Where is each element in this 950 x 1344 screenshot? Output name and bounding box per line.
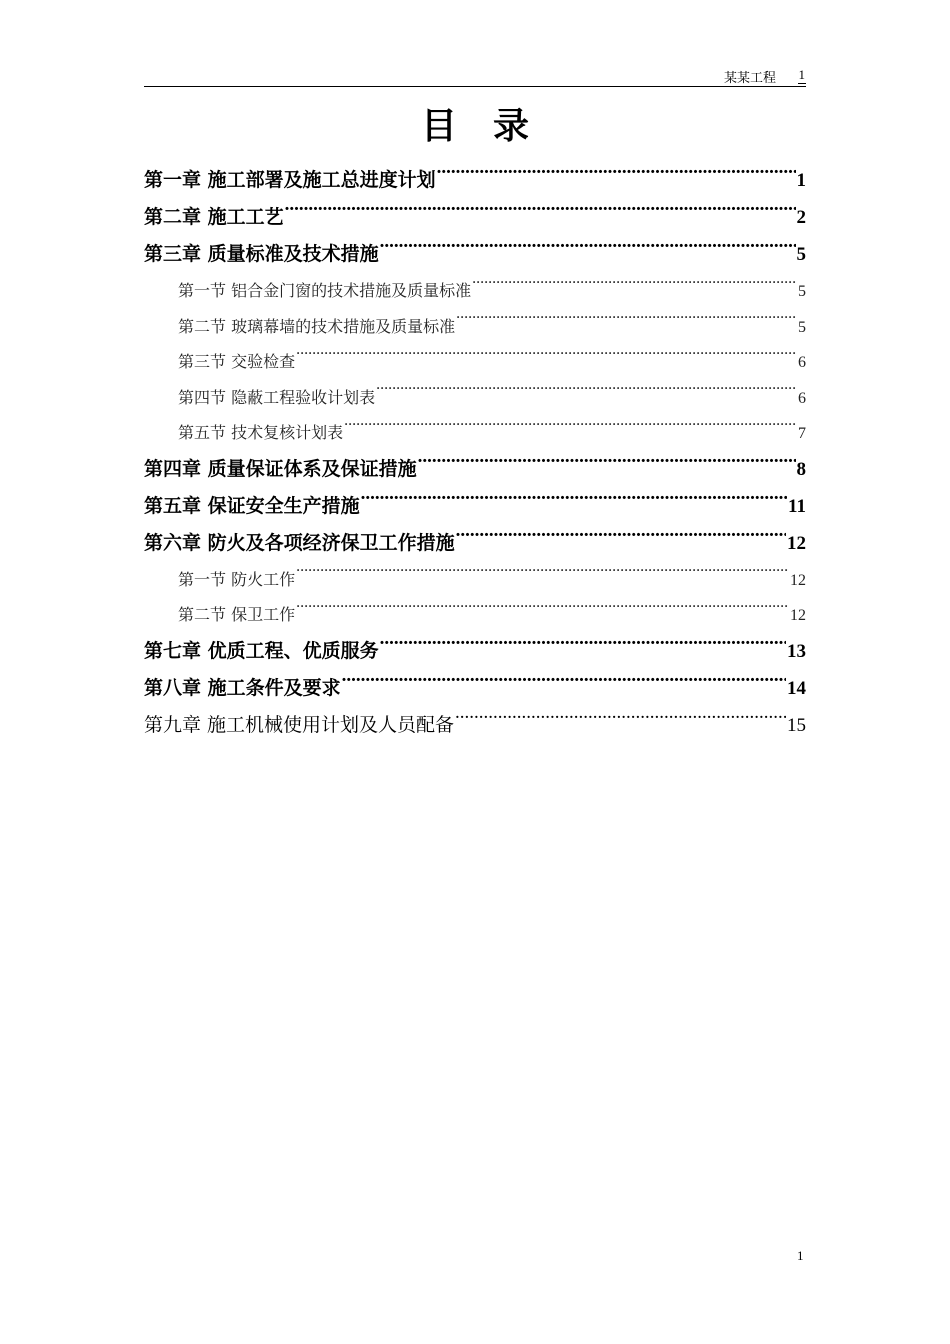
- toc-entry-label: 第八章 施工条件及要求: [144, 676, 341, 699]
- toc-dot-leader: [418, 456, 796, 475]
- toc-entry-page-number: 12: [790, 607, 806, 624]
- toc-entry-label: 第四章 质量保证体系及保证措施: [144, 457, 417, 480]
- toc-dot-leader: [296, 604, 789, 620]
- toc-entry-label: 第五节 技术复核计划表: [178, 423, 344, 442]
- toc-dot-leader: [285, 204, 796, 223]
- toc-title: 目录: [420, 106, 565, 147]
- toc-chapter-entry[interactable]: [144, 199, 806, 236]
- page-header: [144, 64, 806, 87]
- toc-entry-page-number: 2: [796, 207, 806, 228]
- toc-section-entry[interactable]: [144, 597, 806, 633]
- toc-entry-label: 第六章 防火及各项经济保卫工作措施: [144, 531, 455, 554]
- toc-dot-leader: [344, 422, 797, 438]
- toc-dot-leader: [296, 569, 789, 585]
- toc-section-entry[interactable]: [144, 562, 806, 598]
- toc-section-entry[interactable]: [144, 273, 806, 309]
- toc-dot-leader: [296, 351, 797, 367]
- header-title: 某某工程: [723, 71, 776, 86]
- toc-section-entry[interactable]: [144, 344, 806, 380]
- footer-page-number: 1: [797, 1248, 804, 1263]
- toc-section-entry[interactable]: [144, 309, 806, 345]
- toc-entry-page-number: 5: [798, 283, 806, 300]
- header-page-number: 1: [798, 67, 805, 82]
- toc-entry-label: 第三节 交验检查: [178, 352, 296, 371]
- toc-entry-label: 第二节 保卫工作: [178, 605, 296, 624]
- toc-entry-label: 第一节 防火工作: [178, 569, 296, 589]
- toc-dot-leader: [455, 712, 786, 731]
- toc-entry-page-number: 8: [796, 458, 806, 480]
- toc-dot-leader: [380, 241, 796, 260]
- toc-entry-page-number: 12: [790, 571, 806, 589]
- toc-entry-page-number: 1: [796, 170, 806, 191]
- toc-entry-label: 第三章 质量标准及技术措施: [144, 243, 379, 265]
- toc-entry-page-number: 12: [787, 532, 806, 554]
- toc-entry-label: 第七章 优质工程、优质服务: [144, 639, 379, 662]
- toc-entry-page-number: 6: [798, 354, 806, 371]
- toc-entry-label: 第一节 铝合金门窗的技术措施及质量标准: [178, 281, 472, 300]
- toc-dot-leader: [437, 167, 796, 186]
- toc-entry-page-number: 6: [798, 389, 806, 407]
- toc-entry-page-number: 14: [787, 677, 806, 699]
- toc-chapter-entry[interactable]: [144, 670, 806, 707]
- toc-chapter-entry[interactable]: [144, 525, 806, 562]
- toc-list: [144, 162, 806, 744]
- toc-dot-leader: [342, 675, 786, 694]
- toc-entry-label: 第五章 保证安全生产措施: [144, 494, 360, 517]
- toc-section-entry[interactable]: [144, 380, 806, 416]
- toc-entry-label: 第二节 玻璃幕墙的技术措施及质量标准: [178, 316, 456, 336]
- toc-entry-label: 第二章 施工工艺: [144, 206, 284, 228]
- toc-dot-leader: [456, 530, 786, 549]
- toc-entry-label: 第九章 施工机械使用计划及人员配备: [144, 713, 455, 736]
- toc-entry-page-number: 5: [796, 244, 806, 265]
- toc-entry-page-number: 5: [798, 318, 806, 336]
- toc-chapter-entry[interactable]: [144, 162, 806, 199]
- toc-dot-leader: [472, 280, 797, 296]
- toc-dot-leader: [361, 493, 787, 512]
- toc-entry-page-number: 15: [787, 714, 806, 736]
- toc-chapter-entry[interactable]: [144, 707, 806, 744]
- toc-chapter-entry[interactable]: [144, 451, 806, 488]
- toc-entry-label: 第四节 隐蔽工程验收计划表: [178, 387, 376, 407]
- toc-entry-label: 第一章 施工部署及施工总进度计划: [144, 169, 436, 191]
- toc-section-entry[interactable]: [144, 415, 806, 451]
- toc-entry-page-number: 7: [798, 425, 806, 442]
- toc-entry-page-number: 13: [787, 640, 806, 662]
- toc-dot-leader: [376, 387, 797, 403]
- toc-entry-page-number: 11: [788, 495, 806, 517]
- toc-dot-leader: [456, 316, 797, 332]
- toc-chapter-entry[interactable]: [144, 236, 806, 273]
- toc-chapter-entry[interactable]: [144, 488, 806, 525]
- toc-chapter-entry[interactable]: [144, 633, 806, 670]
- toc-dot-leader: [380, 638, 786, 657]
